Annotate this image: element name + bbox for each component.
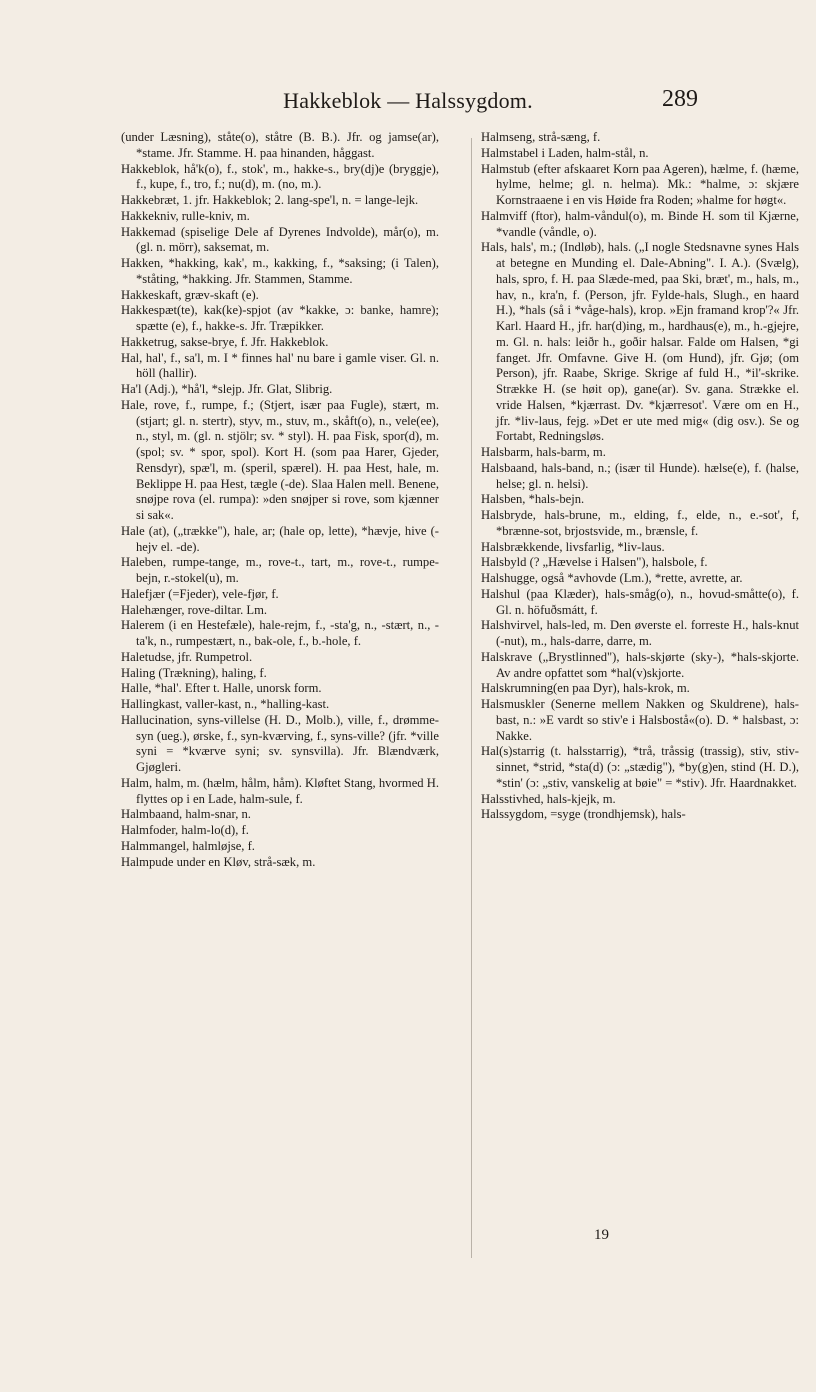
dictionary-entry: Halmviff (ftor), halm-våndul(o), m. Binde H. som til Kjærne, *vandle (våndle, o). <box>481 208 799 239</box>
dictionary-entry: Halsbarm, hals-barm, m. <box>481 445 606 459</box>
dictionary-entry: Halssygdom, =syge (trondhjemsk), hals- <box>481 807 686 822</box>
dictionary-entry: Hakkeskaft, græv-skaft (e). <box>121 287 259 302</box>
dictionary-entry: Halsbryde, hals-brune, m., elding, f., elde, n., e.-sot', f, *brænne-sot, brjostsvide, m., brænsle, f. <box>481 508 799 538</box>
right-column <box>481 130 799 823</box>
running-header <box>0 88 816 128</box>
dictionary-entry: Halehænger, rove-diltar. Lm. <box>121 602 268 617</box>
dictionary-entry: Halmpude under en Kløv, strå-sæk, m. <box>121 854 316 869</box>
dictionary-entry: Halsben, *hals-bejn. <box>481 492 585 507</box>
dictionary-entry: Hakketrug, sakse-brye, f. Jfr. Hakkeblok. <box>121 334 329 349</box>
dictionary-entry: Halshul (paa Klæder), hals-småg(o), n., hovud-småtte(o), f. Gl. n. höfuðsmátt, f. <box>481 586 799 617</box>
left-column <box>121 130 439 870</box>
dictionary-entry: Ha'l (Adj.), *hå'l, *slejp. Jfr. Glat, Slibrig. <box>121 382 333 396</box>
dictionary-entry: Hakkebræt, 1. jfr. Hakkeblok; 2. lang-spe'l, n. = lange-lejk. <box>121 193 419 207</box>
dictionary-entry: Halshvirvel, hals-led, m. Den øverste el. forreste H., hals-knut (-nut), m., hals-darre, darre, m. <box>481 618 799 648</box>
dictionary-entry: Hakkemad (spiselige Dele af Dyrenes Indvolde), mår(o), m. (gl. n. mörr), saksemat, m. <box>121 224 439 255</box>
dictionary-entry: Halefjær (=Fjeder), vele-fjør, f. <box>121 586 279 601</box>
dictionary-entry: Halsbaand, hals-band, n.; (især til Hunde). hælse(e), f. (halse, helse; gl. n. helsi). <box>481 460 799 491</box>
dictionary-entry: Hallingkast, valler-kast, n., *halling-kast. <box>121 697 330 711</box>
dictionary-entry: Halmstabel i Laden, halm-stål, n. <box>481 145 649 160</box>
signature-mark: 19 <box>594 1227 609 1243</box>
dictionary-entry: Hakken, *hakking, kak', m., kakking, f., *saksing; (i Talen), *ståting, *hakking. Jfr. Stammen, Stamme. <box>121 256 439 286</box>
dictionary-entry: Hal(s)starrig (t. halsstarrig), *trå, tråssig (trassig), stiv, stiv-sinnet, *strid, *sta(d) (ɔ: „stædig"), *by(g)en, stind (H. D.), *stin' (ɔ: „stiv, vanskelig at bøie" = *stiv). Jfr. Haardnakket. <box>481 744 799 790</box>
dictionary-entry: Hakkekniv, rulle-kniv, m. <box>121 208 250 223</box>
dictionary-entry: Haling (Trækning), haling, f. <box>121 665 267 680</box>
dictionary-entry: Hal, hal', f., sa'l, m. I * finnes hal' nu bare i gamle viser. Gl. n. höll (hallir). <box>121 350 439 381</box>
dictionary-entry: Halsmuskler (Senerne mellem Nakken og Skuldrene), hals-bast, n.: »E vardt so stiv'e i Halsbostå«(o). D. * halsbast, ɔ: Nakke. <box>481 697 799 743</box>
dictionary-entry: Halmfoder, halm-lo(d), f. <box>121 823 249 837</box>
dictionary-entry: Halshugge, også *avhovde (Lm.), *rette, avrette, ar. <box>481 571 743 585</box>
dictionary-entry: Haletudse, jfr. Rumpetrol. <box>121 649 253 664</box>
dictionary-entry: Halle, *hal'. Efter t. Halle, unorsk form. <box>121 681 322 696</box>
dictionary-entry: Halmstub (efter afskaaret Korn paa Ageren), hælme, f. (hæme, hylme, helme; gl. n. helma). Mk.: *halme, ɔ: skjære Kornstraaene i en vis Høide fra Roden; »halme for høgt«. <box>481 161 799 207</box>
dictionary-entry: Halerem (i en Hestefæle), hale-rejm, f., -sta'g, n., -stært, n., -ta'k, n., rumpestært, n., bak-ole, f., b.-hole, f. <box>121 618 439 648</box>
header-title: Hakkeblok — Halssygdom. <box>283 88 533 113</box>
page-number: 289 <box>662 86 698 112</box>
dictionary-entry: Halsbyld (? „Hævelse i Halsen"), halsbole, f. <box>481 555 708 570</box>
column-divider <box>471 138 472 1258</box>
dictionary-entry: Halmbaand, halm-snar, n. <box>121 807 251 822</box>
dictionary-entry: Hale (at), („trække"), hale, ar; (hale op, lette), *hævje, hive (-hejv el. -de). <box>121 523 439 554</box>
dictionary-entry: Hals, hals', m.; (Indløb), hals. („I nogle Stedsnavne synes Hals at betegne en Munding el. Dale-Abning". I. A.). (Svælg), hals, spro, f. H. paa Slæde-med, paa Ski, bræt', m., hals, m., hav, n., kra'n, f. (Person, jfr. Fylde-hals, Slugh., en haard H.), *hals (så i *våge-hals), krop. »Ejn framand krop'?« Jfr. Karl. Haard H., jfr. har(d)ing, m., hardhaus(e), m., h.-gjejre, m. Gl. n. hals: leiðr h., goðir halsar. Falde om Halsen, *gi fanget. Jfr. Omfavne. Give H. (om Hund), jfr. Gjø; (om Person), jfr. Raabe, Skrige. Skrige af fuld H., *il'-skrike. Strække H. (se høit op), gane(ar). Sv. gana. Strække el. vride Halsen, *kjærrast. Dv. *kjærresot'. Være om en H., jfr. *liv-laus, fejg. »Det er ute med mig« (dig osv.). Se og Fortabt, Redningsløs. <box>481 240 799 444</box>
dictionary-entry: Hallucination, syns-villelse (H. D., Molb.), ville, f., drømme-syn (ueg.), ørske, f., syn-kværving, f., syns-ville? (jfr. *ville syni = *kværve syni; sv. synsvilla). Jfr. Blændværk, Gjøgleri. <box>121 712 439 774</box>
dictionary-entry: Hakkeblok, hå'k(o), f., stok', m., hakke-s., bry(dj)e (bryggje), f., kupe, f., tro, f.; nu(d), m. (no, m.). <box>121 161 439 192</box>
dictionary-entry: Halskrave („Brystlinned"), hals-skjørte (sky-), *hals-skjorte. Av andre opfattet som *hal(v)skjorte. <box>481 649 799 680</box>
dictionary-entry: Halsbrækkende, livsfarlig, *liv-laus. <box>481 539 665 554</box>
dictionary-entry: (under Læsning), ståte(o), ståtre (B. B.). Jfr. og jamse(ar), *stame. Jfr. Stamme. H. paa hinanden, håggast. <box>121 130 439 160</box>
dictionary-entry: Halmmangel, halmløjse, f. <box>121 838 255 853</box>
dictionary-entry: Hale, rove, f., rumpe, f.; (Stjert, især paa Fugle), stært, m. (stjart; gl. n. stertr), styv, m., stuv, m., skåft(o), n., vele(ee), n., styl, m. (gl. n. stjölr; sv. * styl). H. paa Fisk, spor(d), m. (spol; sv. * spor, spol). Kort H. (som paa Harer, Gjeder, Rensdyr), spæ'l, m. (speril, spærel). H. paa Hest, hale, m. Beklippe H. paa Hest, tægle (-de). Slaa Halen mell. Benene, snøjpe rova (el. rumpa): »den snøjper si rove, som kjænner si sak«. <box>121 397 439 522</box>
dictionary-entry: Hakkespæt(te), kak(ke)-spjot (av *kakke, ɔ: banke, hamre); spætte (e), f., hakke-s. Jfr. Træpikker. <box>121 303 439 333</box>
dictionary-entry: Halsstivhed, hals-kjejk, m. <box>481 791 616 806</box>
dictionary-entry: Halskrumning(en paa Dyr), hals-krok, m. <box>481 681 690 696</box>
dictionary-entry: Halm, halm, m. (hælm, hålm, håm). Kløftet Stang, hvormed H. flyttes op i en Lade, halm-sule, f. <box>121 775 439 806</box>
dictionary-entry: Halmseng, strå-sæng, f. <box>481 130 601 144</box>
dictionary-entry: Haleben, rumpe-tange, m., rove-t., tart, m., rove-t., rumpe-bejn, r.-stokel(u), m. <box>121 555 439 585</box>
